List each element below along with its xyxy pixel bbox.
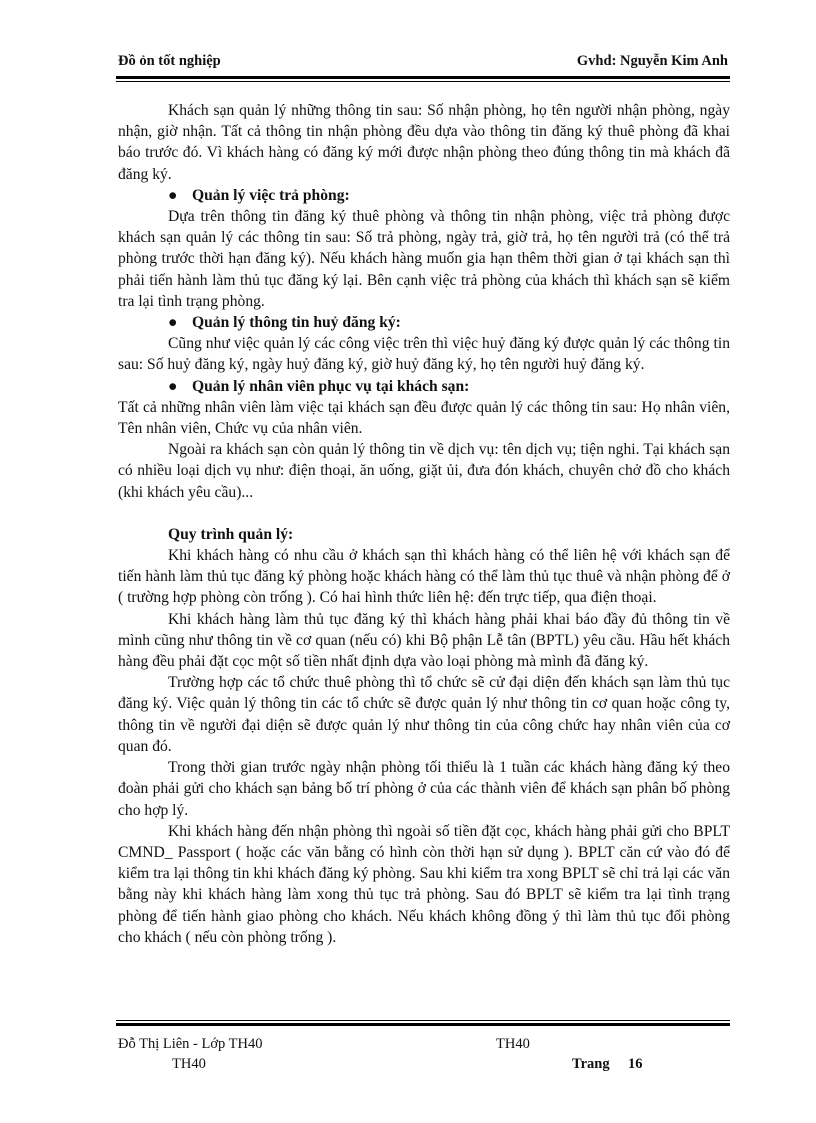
paragraph: Khách sạn quản lý những thông tin sau: Số nhận phòng, họ tên người nhận phòng, ngày nhận, giờ nhận. Tất cả thông tin nhận phòng đều dựa vào thông tin đăng ký thuê phòng đã khai báo trước đó. Vì khách hàng có đăng ký mới được nhận phòng theo đúng thông tin mà khách đã đăng ký. xyxy=(118,102,730,183)
bullet-heading xyxy=(118,376,730,397)
paragraph: Trong thời gian trước ngày nhận phòng tối thiểu là 1 tuần các khách hàng đăng ký theo đoàn phải gửi cho khách sạn bảng bố trí phòng ở của các thành viên để khách sạn phân bố phòng cho hợp lý. xyxy=(118,759,730,819)
section-heading: Quy trình quản lý: xyxy=(168,525,294,543)
header-left-title: Đồ ỏn tốt nghiệp xyxy=(118,53,221,69)
paragraph: Dựa trên thông tin đăng ký thuê phòng và thông tin nhận phòng, việc trả phòng được khách sạn quản lý các thông tin sau: Số trả phòng, ngày trả, giờ trả, họ tên người trả (có thể trả phòng trước thời hạn đăng ký). Nếu khách hàng muốn gia hạn thêm thời gian ở tại khách sạn thì phải tiến hành làm thủ tục đăng ký lại. Bên cạnh việc trả phòng của khách thì khách sạn sẽ kiểm tra lại tình trạng phòng. xyxy=(118,208,730,310)
paragraph: Trường hợp các tổ chức thuê phòng thì tổ chức sẽ cử đại diện đến khách sạn làm thủ tục đăng ký. Việc quản lý thông tin các tổ chức sẽ được quản lý như thông tin cơ quan hoặc công ty, thông tin về người đại diện sẽ được quản lý như thông tin của công chức hay nhân viên của cơ quan đó. xyxy=(118,674,730,755)
document-body xyxy=(118,100,730,948)
footer-class-left: TH40 xyxy=(172,1056,206,1072)
header-rule-thin xyxy=(116,81,730,82)
footer-rule-thin xyxy=(116,1020,730,1021)
footer-page-number: 16 xyxy=(628,1056,643,1072)
header-rule-thick xyxy=(116,76,730,79)
bullet-heading xyxy=(118,312,730,333)
footer-page-label: Trang xyxy=(572,1056,610,1072)
paragraph: Khi khách hàng làm thủ tục đăng ký thì khách hàng phải khai báo đầy đủ thông tin về mình cũng như thông tin về cơ quan (nếu có) khi Bộ phận Lễ tân (BPTL) yêu cầu. Hầu hết khách hàng đều phải đặt cọc một số tiền nhất định dựa vào loại phòng mà mình đã đăng ký. xyxy=(118,610,730,671)
paragraph: Tất cả những nhân viên làm việc tại khách sạn đều được quản lý các thông tin sau: Họ nhân viên, Tên nhân viên, Chức vụ của nhân viên. xyxy=(118,398,730,438)
bullet-dot-icon: ● xyxy=(168,377,178,395)
bullet-heading-text: Quản lý nhân viên phục vụ tại khách sạn: xyxy=(192,377,470,395)
bullet-heading xyxy=(118,185,730,206)
footer-rule-thick xyxy=(116,1023,730,1026)
bullet-heading-text: Quản lý việc trả phòng: xyxy=(192,186,350,204)
paragraph: Khi khách hàng có nhu cầu ở khách sạn thì khách hàng có thể liên hệ với khách sạn để tiến hành làm thủ tục đăng ký phòng hoặc khách hàng có thể làm thủ tục thuê và nhận phòng để ở ( trường hợp phòng còn trống ). Có hai hình thức liên hệ: đến trực tiếp, qua điện thoại. xyxy=(118,547,730,607)
footer-class-mid: TH40 xyxy=(496,1036,530,1052)
paragraph: Ngoài ra khách sạn còn quản lý thông tin về dịch vụ: tên dịch vụ; tiện nghi. Tại khách sạn có nhiều loại dịch vụ như: điện thoại, ăn uống, giặt ủi, đưa đón khách, chuyên chở đồ cho khách (khi khách yêu cầu)... xyxy=(118,441,730,501)
bullet-dot-icon: ● xyxy=(168,186,178,204)
bullet-heading-text: Quản lý thông tin huỷ đăng ký: xyxy=(192,314,401,332)
paragraph: Cũng như việc quản lý các công việc trên thì việc huỷ đăng ký được quản lý các thông tin sau: Số huỷ đăng ký, ngày huỷ đăng ký, giờ huỷ đăng ký, họ tên người huỷ đăng ký. xyxy=(118,335,730,374)
footer-author: Đỗ Thị Liên - Lớp TH40 xyxy=(118,1036,263,1052)
page-header xyxy=(118,53,728,75)
paragraph: Khi khách hàng đến nhận phòng thì ngoài số tiền đặt cọc, khách hàng phải gửi cho BPLT CMND_ Passport ( hoặc các văn bằng có hình còn thời hạn sử dụng ). BPLT căn cứ vào đó để kiểm tra lại thông tin khi khách đăng ký phòng. Sau khi kiểm tra xong BPLT sẽ chỉ trả lại các văn bằng này khi khách hàng làm xong thủ tục trả phòng. Sau đó BPLT sẽ kiểm tra lại tình trạng phòng để tiến hành giao phòng cho khách. Nếu khách không đồng ý thì làm thủ tục đổi phòng cho khách ( nếu còn phòng trống ). xyxy=(118,822,730,946)
page-footer xyxy=(118,1036,728,1086)
header-advisor: Gvhd: Nguyễn Kim Anh xyxy=(576,53,728,69)
bullet-dot-icon: ● xyxy=(168,314,178,332)
